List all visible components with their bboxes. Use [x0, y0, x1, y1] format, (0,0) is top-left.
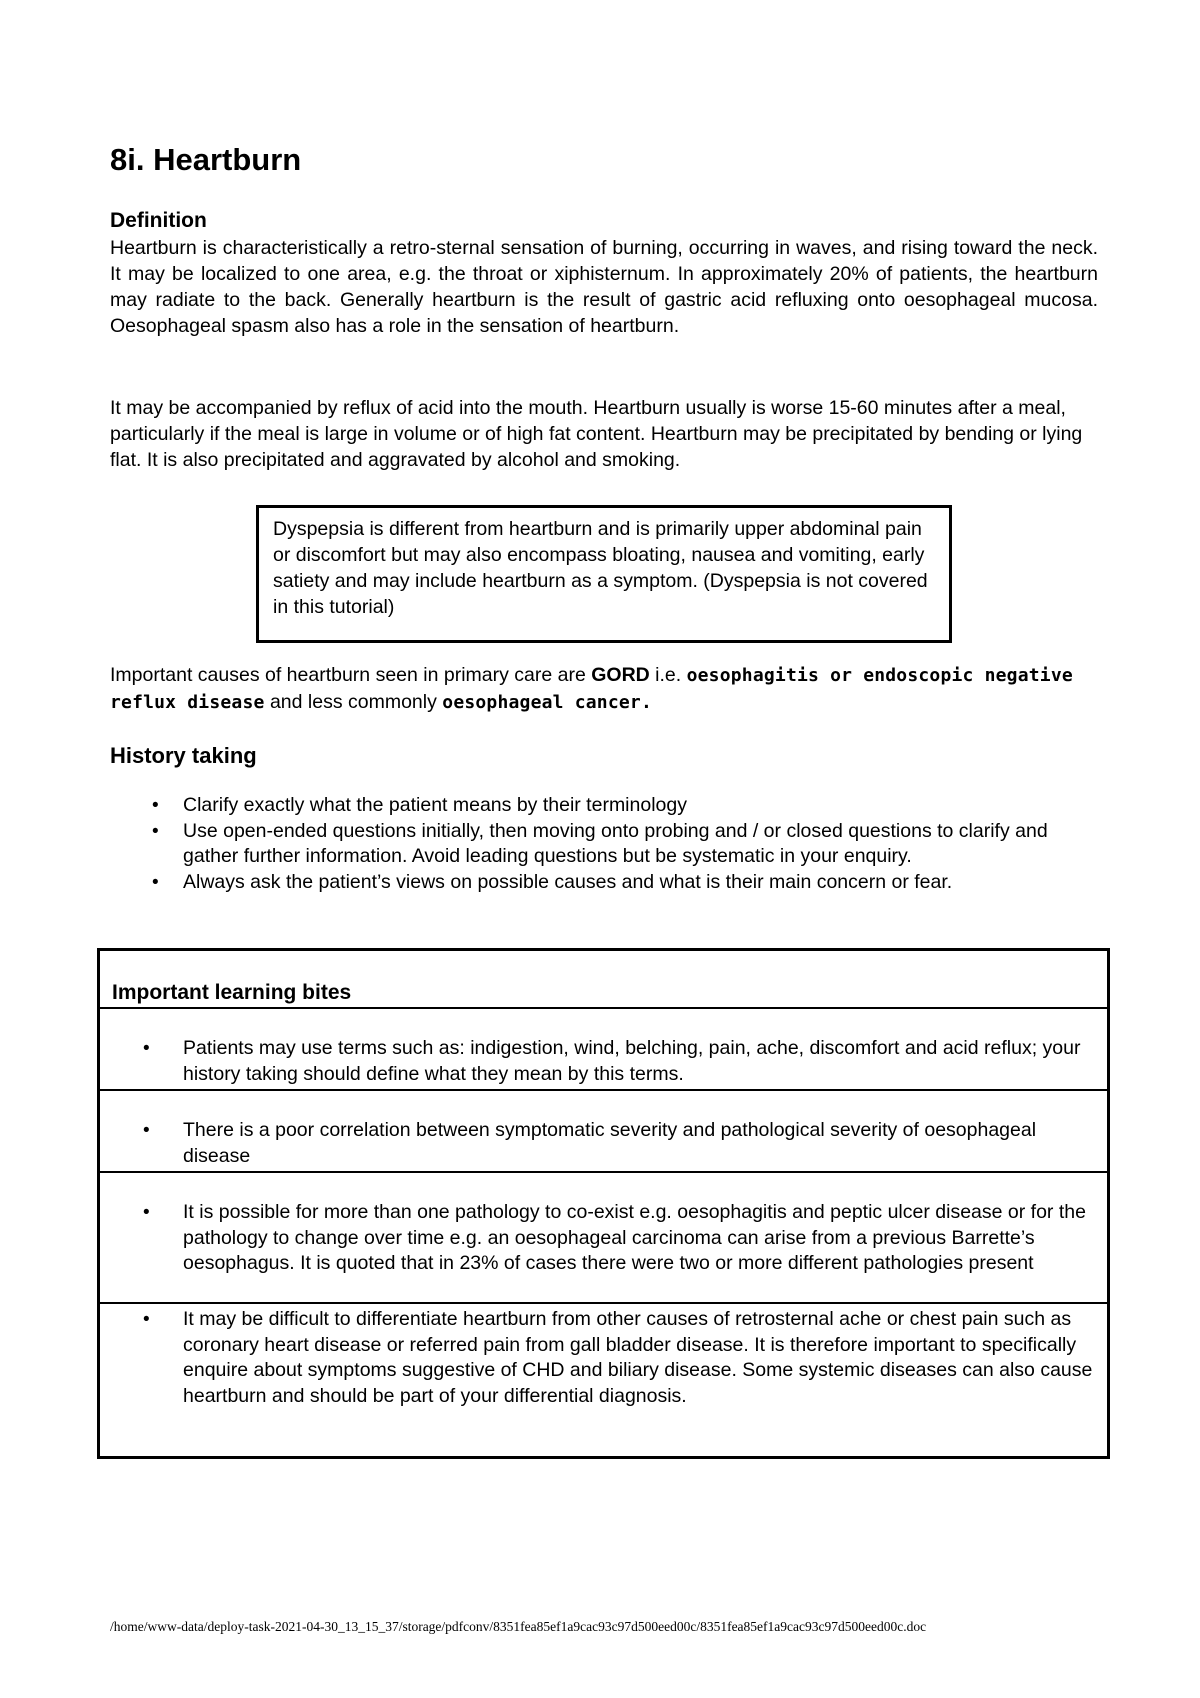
learning-bites-heading: Important learning bites: [112, 981, 352, 1004]
bullet-icon: •: [143, 1309, 150, 1330]
learning-bites-table: [97, 948, 1110, 1459]
list-item: [110, 870, 1100, 896]
learning-bite-text: It is possible for more than one pathology to co-exist e.g. oesophagitis and peptic ulcer disease or for the pathology to change over time e.g. an oesophageal carcinoma can arise from a previous Barrette’s oesophagus. It is quoted that in 23% of cases there were two or more different pathologies present: [183, 1201, 1086, 1274]
definition-paragraph-2: It may be accompanied by reflux of acid into the mouth. Heartburn usually is worse 15-60 minutes after a meal, particularly if the meal is large in volume or of high fat content. Heartburn may be precipitated by bending or lying flat. It is also precipitated and aggravated by alcohol and smoking.: [110, 397, 1083, 471]
causes-and-less: and less commonly: [264, 691, 443, 713]
learning-bites-header: [100, 951, 1107, 1009]
bullet-icon: •: [152, 871, 159, 893]
causes-ie: i.e.: [649, 664, 687, 686]
causes-gord: GORD: [591, 664, 650, 686]
bullet-icon: •: [143, 1120, 150, 1141]
table-row: [100, 1173, 1107, 1304]
list-item-text: Use open-ended questions initially, then moving onto probing and / or closed questions to clarify and gather further information. Avoid leading questions but be systematic in your enquiry.: [183, 819, 1048, 867]
dyspepsia-callout-box: [256, 505, 952, 643]
list-item: [110, 819, 1100, 870]
list-item-text: Clarify exactly what the patient means by their terminology: [183, 794, 687, 816]
definition-paragraph-1: Heartburn is characteristically a retro-sternal sensation of burning, occurring in waves, and rising toward the neck. It may be localized to one area, e.g. the throat or xiphisternum. In approximately 20% of patients, the heartburn may radiate to the back. Generally heartburn is the result of gastric acid refluxing onto oesophageal mucosa. Oesophageal spasm also has a role in the sensation of heartburn.: [110, 237, 1098, 337]
table-row: [100, 1091, 1107, 1173]
learning-bite-text: It may be difficult to differentiate heartburn from other causes of retrosternal ache or chest pain such as coronary heart disease or referred pain from gall bladder disease. It is therefore important to specifically enquire about symptoms suggestive of CHD and biliary disease. Some systemic diseases can also cause heartburn and should be part of your differential diagnosis.: [183, 1308, 1093, 1407]
footer-file-path: /home/www-data/deploy-task-2021-04-30_13_15_37/storage/pdfconv/8351fea85ef1a9cac93c97d500eed00c/8351fea85ef1a9cac93c97d500eed00c.doc: [110, 1619, 927, 1634]
page-title: 8i. Heartburn: [110, 142, 302, 177]
bullet-icon: •: [152, 795, 159, 816]
history-heading: History taking: [110, 743, 257, 768]
list-item-text: Always ask the patient’s views on possible causes and what is their main concern or fear.: [183, 870, 953, 893]
learning-bite-text: There is a poor correlation between symptomatic severity and pathological severity of oesophageal disease: [183, 1119, 1037, 1167]
bullet-icon: •: [143, 1038, 150, 1059]
causes-conditions: oesophagitis or endoscopic negative reflux disease: [110, 665, 1073, 713]
list-item: [110, 793, 1100, 819]
history-list: [110, 793, 1100, 895]
definition-heading: Definition: [110, 209, 207, 232]
bullet-icon: •: [152, 820, 159, 842]
table-row: [100, 1009, 1107, 1091]
learning-bite-text: Patients may use terms such as: indigestion, wind, belching, pain, ache, discomfort and acid reflux; your history taking should define what they mean by this terms.: [183, 1037, 1081, 1085]
dyspepsia-callout-text: Dyspepsia is different from heartburn and is primarily upper abdominal pain or discomfort but may also encompass bloating, nausea and vomiting, early satiety and may include heartburn as a symptom. (Dyspepsia is not covered in this tutorial): [273, 518, 928, 618]
causes-paragraph: [110, 662, 1098, 716]
causes-cancer: oesophageal cancer.: [442, 692, 652, 713]
bullet-icon: •: [143, 1202, 150, 1223]
causes-intro: Important causes of heartburn seen in primary care are: [110, 664, 592, 686]
table-row: [100, 1304, 1107, 1456]
